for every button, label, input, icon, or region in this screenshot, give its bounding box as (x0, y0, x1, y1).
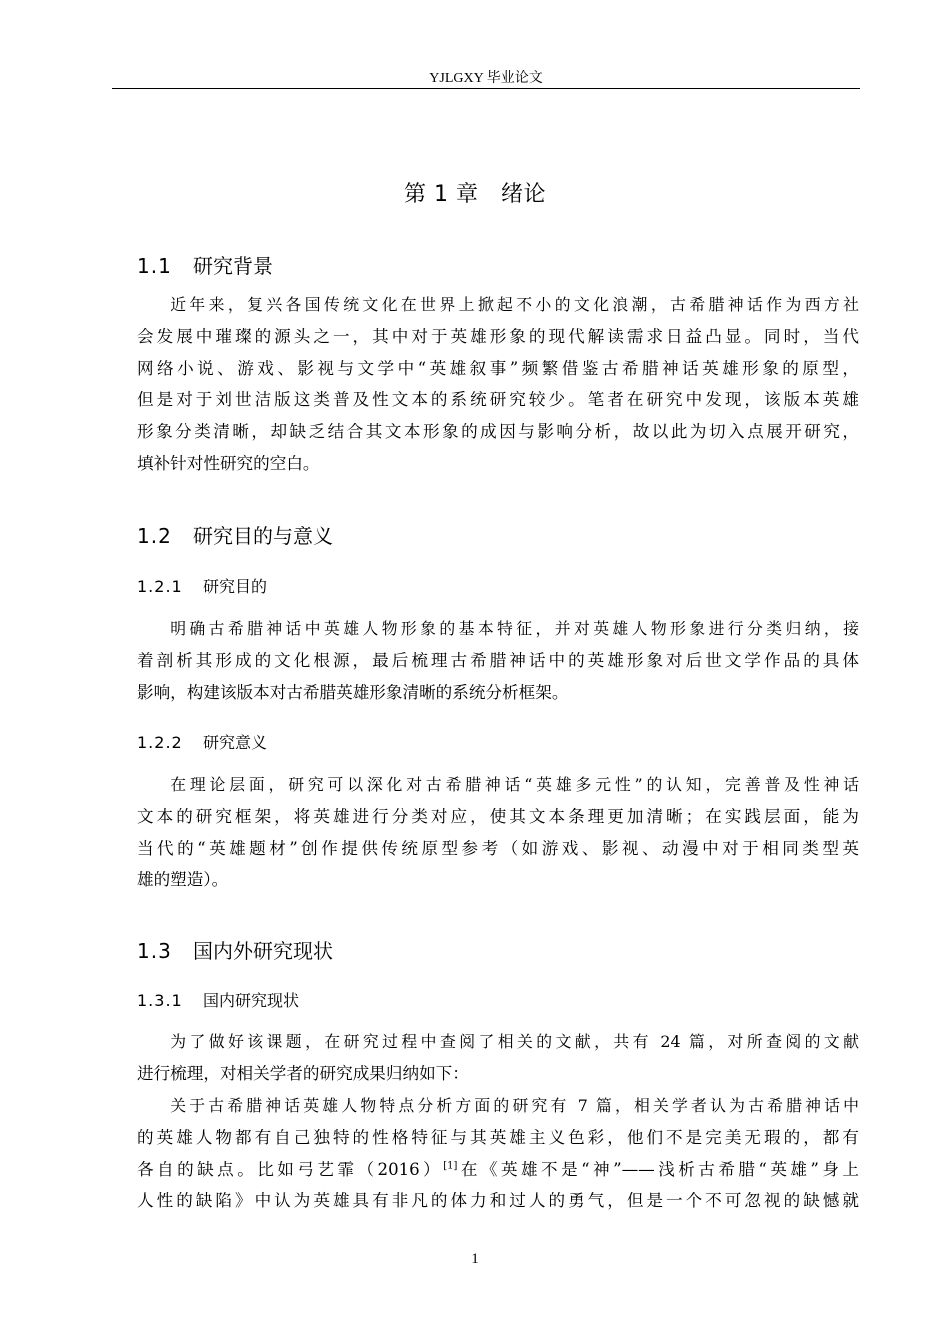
text-line: 填补针对性研究的空白。 (137, 453, 320, 473)
text-line: 文本的研究框架，将英雄进行分类对应，使其文本条理更加清晰；在实践层面，能为 (137, 806, 859, 826)
text-line: 人性的缺陷》中认为英雄具有非凡的体力和过人的勇气，但是一个不可忽视的缺憾就 (137, 1191, 859, 1211)
text-line: 为了做好该课题，在研究过程中查阅了相关的文献，共有 24 篇，对所查阅的文献 (170, 1032, 859, 1051)
subsection-heading-1-3-1 (137, 989, 299, 1013)
section-title: 研究背景 (193, 254, 273, 278)
text-line: 关于古希腊神话英雄人物特点分析方面的研究有 7 篇，相关学者认为古希腊神话中 (170, 1096, 859, 1115)
text-run: 在《英雄不是“神”——浅析古希腊“英雄”身上 (457, 1159, 859, 1179)
subsection-title: 国内研究现状 (203, 991, 300, 1010)
section-number: 1.3 (137, 939, 172, 963)
chapter-title: 第 1 章 绪论 (404, 182, 546, 207)
subsection-number: 1.2.1 (137, 577, 183, 596)
section-heading-1-3 (137, 937, 333, 965)
citation-marker[interactable]: [1] (443, 1160, 458, 1172)
subsection-title: 研究目的 (203, 577, 268, 596)
text-line: 在理论层面，研究可以深化对古希腊神话“英雄多元性”的认知，完善普及性神话 (170, 775, 859, 794)
section-title: 研究目的与意义 (193, 524, 333, 548)
subsection-number: 1.3.1 (137, 991, 183, 1010)
section-heading-1-2 (137, 522, 333, 550)
paragraph-background (137, 289, 859, 480)
text-line: 形象分类清晰，却缺乏结合其文本形象的成因与影响分析，故以此为切入点展开研究， (137, 422, 859, 442)
subsection-title: 研究意义 (203, 733, 268, 752)
section-number: 1.2 (137, 524, 172, 548)
text-line (137, 1154, 859, 1186)
page-number: 1 (471, 1251, 479, 1267)
text-line: 雄的塑造）。 (137, 870, 229, 890)
text-line: 网络小说、游戏、影视与文学中“英雄叙事”频繁借鉴古希腊神话英雄形象的原型， (137, 358, 859, 378)
section-title: 国内外研究现状 (193, 939, 333, 963)
subsection-number: 1.2.2 (137, 733, 183, 752)
text-line: 的英雄人物都有自己独特的性格特征与其英雄主义色彩，他们不是完美无瑕的，都有 (137, 1127, 859, 1147)
text-line: 但是对于刘世洁版这类普及性文本的系统研究较少。笔者在研究中发现，该版本英雄 (137, 390, 859, 410)
text-line: 明确古希腊神话中英雄人物形象的基本特征，并对英雄人物形象进行分类归纳，接 (170, 619, 859, 638)
paragraph-domestic-intro (137, 1026, 859, 1090)
paragraph-significance (137, 769, 859, 896)
text-line: 会发展中璀璨的源头之一，其中对于英雄形象的现代解读需求日益凸显。同时，当代 (137, 326, 859, 346)
section-number: 1.1 (137, 254, 172, 278)
subsection-heading-1-2-1 (137, 575, 267, 599)
running-header: YJLGXY 毕业论文 (429, 71, 543, 86)
paragraph-domestic-detail (137, 1090, 859, 1217)
text-run: 各自的缺点。比如弓艺霏（2016） (137, 1159, 444, 1179)
text-line: 进行梳理，对相关学者的研究成果归纳如下： (137, 1063, 469, 1083)
section-heading-1-1 (137, 252, 273, 280)
paragraph-purpose (137, 613, 859, 708)
header-rule (112, 88, 860, 89)
subsection-heading-1-2-2 (137, 731, 267, 755)
text-line: 近年来，复兴各国传统文化在世界上掀起不小的文化浪潮，古希腊神话作为西方社 (170, 295, 859, 314)
text-line: 当代的“英雄题材”创作提供传统原型参考（如游戏、影视、动漫中对于相同类型英 (137, 838, 859, 858)
text-line: 影响，构建该版本对古希腊英雄形象清晰的系统分析框架。 (137, 682, 569, 702)
text-line: 着剖析其形成的文化根源，最后梳理古希腊神话中的英雄形象对后世文学作品的具体 (137, 650, 859, 670)
